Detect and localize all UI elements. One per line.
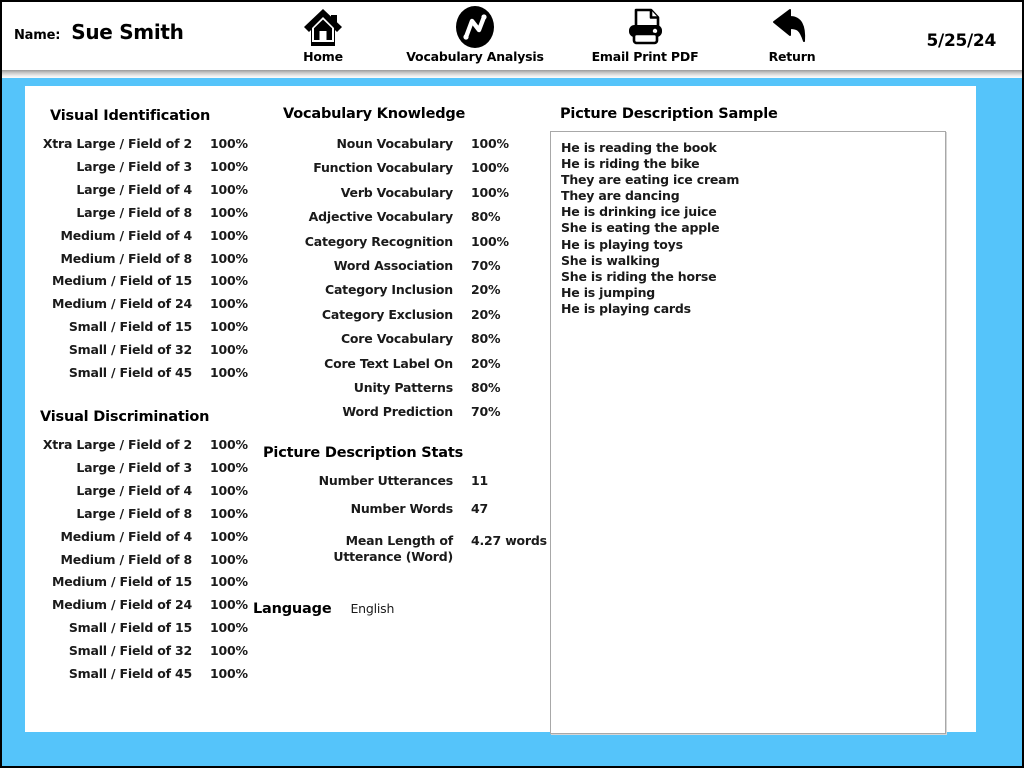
section-title-vocabulary-knowledge: Vocabulary Knowledge: [283, 106, 466, 122]
nav-button-home[interactable]: [263, 6, 383, 68]
vocabulary-knowledge-value: 100%: [471, 136, 509, 151]
visual-identification-row: [25, 205, 266, 221]
vocabulary-knowledge-value: 80%: [471, 380, 501, 395]
visual-discrimination-row: [25, 597, 266, 613]
visual-discrimination-value: 100%: [210, 551, 248, 567]
section-title-picture-description-stats: Picture Description Stats: [263, 445, 464, 461]
visual-identification-label: Small / Field of 45: [68, 365, 192, 380]
picture-description-stats-row: [253, 501, 591, 517]
visual-identification-value: 100%: [210, 227, 248, 243]
visual-discrimination-label: Small / Field of 15: [68, 620, 192, 636]
language-value: English: [350, 601, 395, 616]
visual-discrimination-label: Medium / Field of 15: [51, 574, 192, 590]
vocabulary-knowledge-value: 80%: [471, 209, 501, 225]
vocabulary-knowledge-row: [253, 234, 527, 250]
visual-discrimination-label: Xtra Large / Field of 2: [42, 437, 192, 452]
visual-discrimination-row: [25, 437, 266, 453]
visual-identification-value: 100%: [210, 204, 248, 220]
visual-identification-label: Small / Field of 32: [68, 342, 192, 358]
visual-identification-label: Medium / Field of 8: [60, 250, 192, 266]
nav-button-email-print-pdf[interactable]: [585, 6, 705, 68]
visual-discrimination-label: Small / Field of 32: [68, 643, 192, 659]
picture-description-stats-label: Number Words: [350, 501, 453, 516]
picture-description-stats-label: Number Utterances: [318, 473, 453, 488]
vocabulary-knowledge-label: Unity Patterns: [353, 380, 453, 395]
vocabulary-knowledge-row: [253, 258, 527, 274]
vocabulary-knowledge-label: Core Vocabulary: [340, 331, 453, 347]
vocabulary-knowledge-label: Category Inclusion: [324, 282, 453, 298]
visual-discrimination-label: Large / Field of 4: [76, 482, 192, 498]
visual-discrimination-value: 100%: [210, 666, 248, 681]
vocabulary-knowledge-value: 70%: [471, 258, 501, 273]
vocabulary-knowledge-row: [253, 160, 527, 176]
vocabulary-knowledge-label: Word Prediction: [342, 404, 453, 420]
visual-identification-label: Medium / Field of 4: [60, 227, 192, 243]
visual-discrimination-row: [25, 506, 266, 522]
patient-name-group: [14, 20, 184, 44]
sample-utterance-line: He is jumping: [561, 284, 656, 300]
visual-identification-row: [25, 365, 266, 381]
visual-discrimination-row: [25, 620, 266, 636]
sample-utterance-line: He is reading the book: [561, 140, 717, 155]
home-icon: [301, 6, 345, 48]
vocabulary-knowledge-label: Verb Vocabulary: [340, 184, 453, 200]
visual-discrimination-row: [25, 483, 266, 499]
sample-utterance-line: They are dancing: [561, 188, 680, 204]
visual-identification-row: [25, 296, 266, 312]
vocabulary-knowledge-label: Function Vocabulary: [313, 160, 453, 176]
vocabulary-knowledge-label: Adjective Vocabulary: [308, 209, 453, 225]
vocabulary-knowledge-row: [253, 282, 527, 298]
vocabulary-knowledge-value: 80%: [471, 331, 501, 347]
visual-identification-value: 100%: [210, 342, 248, 358]
language-row: [253, 601, 394, 617]
visual-identification-label: Large / Field of 3: [76, 158, 192, 174]
nav-button-return[interactable]: [732, 6, 852, 68]
visual-discrimination-label: Small / Field of 45: [68, 666, 192, 681]
visual-discrimination-row: [25, 574, 266, 590]
sample-utterance-line: She is riding the horse: [561, 268, 717, 284]
picture-description-stats-value: 47: [471, 501, 488, 516]
picture-description-stats-row: [253, 473, 591, 489]
visual-discrimination-value: 100%: [210, 482, 248, 498]
vocabulary-analysis-icon: [453, 6, 497, 48]
vocabulary-knowledge-row: [253, 209, 527, 225]
visual-discrimination-value: 100%: [210, 574, 248, 590]
sample-utterance-line: He is drinking ice juice: [561, 204, 717, 220]
sample-utterance-line: They are eating ice cream: [561, 172, 740, 188]
visual-identification-value: 100%: [210, 273, 248, 289]
printer-icon: [624, 6, 666, 48]
visual-discrimination-row: [25, 643, 266, 659]
visual-discrimination-row: [25, 552, 266, 568]
section-title-picture-description-sample: Picture Description Sample: [560, 106, 778, 122]
vocabulary-knowledge-row: [253, 136, 527, 152]
nav-label-email-print-pdf: Email Print PDF: [591, 49, 699, 64]
session-date: 5/25/24: [926, 31, 996, 51]
visual-identification-label: Medium / Field of 24: [51, 296, 192, 312]
visual-identification-row: [25, 319, 266, 335]
vocabulary-knowledge-row: [253, 307, 527, 323]
section-title-visual-identification: Visual Identification: [50, 108, 211, 124]
visual-identification-value: 100%: [210, 181, 248, 197]
vocabulary-knowledge-value: 100%: [471, 184, 509, 200]
visual-discrimination-value: 100%: [210, 459, 248, 475]
vocabulary-knowledge-label: Category Exclusion: [321, 306, 453, 322]
report-content-panel: [25, 86, 976, 732]
picture-description-sample-textbox[interactable]: [550, 131, 946, 734]
vocabulary-knowledge-value: 100%: [471, 233, 509, 249]
sample-utterance-line: She is eating the apple: [561, 220, 720, 236]
section-title-visual-discrimination: Visual Discrimination: [40, 409, 210, 425]
visual-identification-label: Medium / Field of 15: [51, 273, 192, 289]
nav-label-vocabulary-analysis: Vocabulary Analysis: [406, 49, 544, 64]
visual-identification-row: [25, 159, 266, 175]
vocabulary-knowledge-label: Word Association: [333, 258, 453, 273]
visual-identification-value: 100%: [210, 136, 248, 151]
vocabulary-knowledge-value: 100%: [471, 160, 509, 176]
visual-discrimination-row: [25, 460, 266, 476]
visual-identification-label: Small / Field of 15: [68, 319, 192, 335]
nav-label-home: Home: [303, 49, 343, 64]
nav-button-vocabulary-analysis[interactable]: [406, 6, 544, 68]
visual-identification-row: [25, 182, 266, 198]
header-divider: [2, 70, 1022, 78]
vocabulary-knowledge-label: Category Recognition: [304, 233, 453, 249]
picture-description-stats-row: [253, 533, 591, 565]
sample-utterance-line: He is playing toys: [561, 236, 683, 252]
header-bar: [2, 2, 1022, 70]
vocabulary-knowledge-value: 20%: [471, 355, 501, 371]
visual-discrimination-value: 100%: [210, 643, 248, 659]
sample-utterance-line: She is walking: [561, 252, 660, 268]
vocabulary-knowledge-value: 70%: [471, 404, 501, 420]
visual-identification-label: Large / Field of 4: [76, 181, 192, 197]
picture-description-stats-value: 11: [471, 473, 488, 488]
name-label: Name:: [14, 28, 61, 43]
visual-discrimination-value: 100%: [210, 597, 248, 613]
visual-identification-row: [25, 273, 266, 289]
visual-discrimination-value: 100%: [210, 528, 248, 544]
vocabulary-knowledge-label: Noun Vocabulary: [336, 136, 453, 151]
visual-identification-value: 100%: [210, 158, 248, 174]
vocabulary-knowledge-row: [253, 331, 527, 347]
visual-identification-value: 100%: [210, 296, 248, 312]
visual-identification-row: [25, 228, 266, 244]
nav-label-return: Return: [768, 49, 816, 64]
visual-identification-row: [25, 251, 266, 267]
return-arrow-icon: [771, 6, 813, 48]
visual-identification-label: Xtra Large / Field of 2: [42, 136, 192, 151]
vocabulary-knowledge-value: 20%: [471, 306, 501, 322]
vocabulary-knowledge-row: [253, 356, 527, 372]
visual-discrimination-label: Large / Field of 3: [76, 459, 192, 475]
visual-identification-value: 100%: [210, 319, 248, 335]
visual-discrimination-label: Medium / Field of 8: [60, 551, 192, 567]
vocabulary-knowledge-value: 20%: [471, 282, 501, 298]
visual-identification-row: [25, 136, 266, 152]
vocabulary-knowledge-label: Core Text Label On: [324, 355, 453, 371]
vocabulary-knowledge-row: [253, 404, 527, 420]
visual-discrimination-value: 100%: [210, 437, 248, 452]
visual-identification-value: 100%: [210, 365, 248, 380]
sample-utterance-line: He is riding the bike: [561, 156, 700, 172]
picture-description-stats-value: 4.27 words: [471, 533, 547, 548]
visual-identification-value: 100%: [210, 250, 248, 266]
visual-discrimination-label: Medium / Field of 24: [51, 597, 192, 613]
visual-discrimination-row: [25, 529, 266, 545]
visual-identification-label: Large / Field of 8: [76, 204, 192, 220]
visual-identification-row: [25, 342, 266, 358]
patient-name-value: Sue Smith: [71, 20, 184, 44]
language-heading: Language: [253, 601, 332, 617]
visual-discrimination-row: [25, 666, 266, 682]
visual-discrimination-label: Large / Field of 8: [76, 505, 192, 521]
vocabulary-knowledge-row: [253, 380, 527, 396]
visual-discrimination-value: 100%: [210, 505, 248, 521]
visual-discrimination-value: 100%: [210, 620, 248, 636]
sample-utterance-line: He is playing cards: [561, 300, 691, 316]
vocabulary-knowledge-row: [253, 185, 527, 201]
visual-discrimination-label: Medium / Field of 4: [60, 528, 192, 544]
picture-description-stats-label: Mean Length of Utterance (Word): [333, 533, 453, 564]
